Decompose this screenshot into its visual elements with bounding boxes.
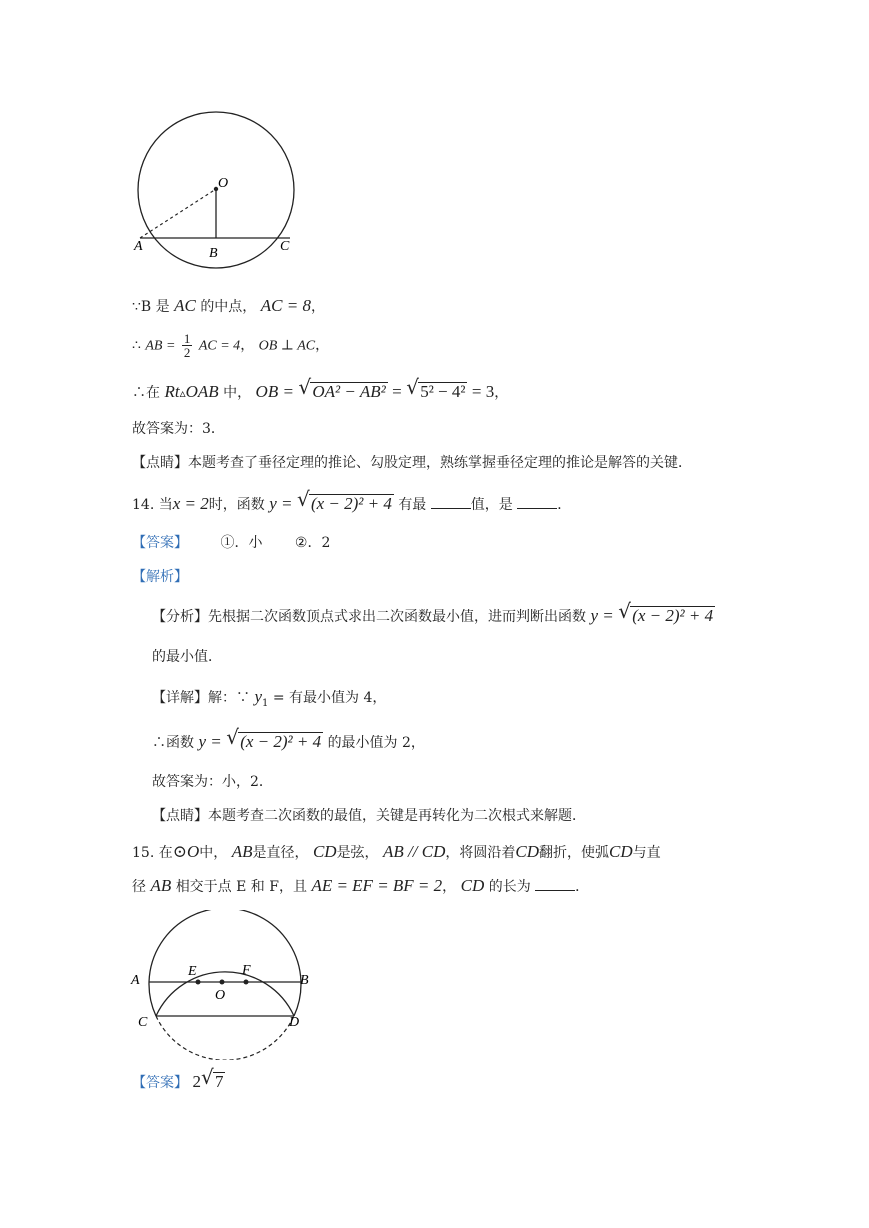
question-15-line2	[132, 876, 589, 897]
text: ，	[494, 385, 509, 401]
question-number: 15.	[132, 845, 155, 861]
text: ∴函数	[152, 735, 194, 751]
text: 解：∵	[208, 690, 250, 706]
triangle-symbol: ▵	[179, 386, 186, 400]
sqrt-7: √ 7	[213, 1072, 226, 1091]
point-f	[244, 980, 249, 985]
math-ac: AC	[174, 296, 196, 315]
jiexi-label: 【解析】	[132, 569, 188, 585]
answer-label: 【答案】	[132, 1075, 188, 1091]
sqrt-5-4: √ 5² − 4²	[418, 382, 467, 401]
sqrt-expression: √ (x − 2)² + 4	[630, 606, 715, 625]
text: 的长为	[488, 879, 531, 895]
fenxi-14	[152, 606, 715, 627]
answer-15	[132, 1072, 225, 1093]
text: ．	[575, 879, 590, 895]
text: 与直	[632, 845, 661, 861]
xiangjie-label: 【详解】	[152, 690, 208, 706]
math-y: y =	[198, 732, 222, 751]
line-ab-half	[132, 332, 329, 359]
label-o: O	[218, 176, 229, 191]
math-ob-perp: OB ⊥ AC	[258, 338, 316, 354]
circle-lower-arc-dashed	[156, 1016, 294, 1060]
fenxi-label: 【分析】	[152, 609, 208, 625]
label-a: A	[134, 239, 143, 254]
math-y: y =	[269, 494, 293, 513]
blank-1	[535, 878, 575, 891]
line-pythagoras	[132, 382, 508, 403]
fraction-half: $\frac{1}{2}$	[183, 331, 191, 360]
text: 的最小值为 2，	[327, 735, 425, 751]
text: ，	[310, 299, 325, 315]
xiangjie-14-line3: 故答案为：小，2．	[152, 774, 273, 790]
xiangjie-14: 【详解】解：∵ $y_1$ = 有最小值为 4，	[152, 687, 387, 709]
math-y1: y	[254, 687, 262, 706]
sqrt-expression: √ (x − 2)² + 4	[309, 494, 394, 513]
math-oab: OAB	[185, 382, 219, 401]
label-d: D	[289, 1015, 300, 1030]
math-cd: CD	[312, 842, 337, 861]
dianjing-13: 【点睛】本题考查了垂径定理的推论、勾股定理，熟练掌握垂径定理的推论是解答的关键．	[132, 455, 692, 471]
text: 相交于点 E 和 F，且	[175, 879, 307, 895]
text: B 是	[140, 299, 170, 315]
math-eq: =	[392, 382, 402, 401]
text: ，将圆沿着	[445, 845, 516, 861]
math-coefficient: 2	[192, 1072, 201, 1091]
text: 的中点，	[200, 299, 257, 315]
answer-label: 【答案】	[132, 535, 188, 551]
xiangjie-14-line2	[152, 732, 425, 753]
math-equalities: AE = EF = BF = 2	[311, 876, 443, 895]
label-c: C	[280, 239, 290, 254]
answer-14	[132, 533, 330, 553]
math-ac4: AC = 4	[198, 338, 241, 354]
answer-line-13: 故答案为：3．	[132, 421, 225, 437]
text: 值，是	[470, 497, 513, 513]
math-cd: CD	[515, 842, 539, 861]
math-x-eq-2: x = 2	[172, 494, 209, 513]
label-e: E	[188, 964, 197, 979]
circle-figure-1	[125, 110, 305, 270]
text: 有最	[398, 497, 427, 513]
answer-item-1: ①．小	[220, 535, 263, 551]
because-symbol: ∵	[132, 299, 141, 315]
text: 当	[158, 497, 173, 513]
math-result: = 3	[471, 382, 495, 401]
text: ，	[442, 879, 457, 895]
text: ，	[240, 337, 255, 354]
math-ob: OB =	[255, 382, 294, 401]
math-y: y =	[590, 606, 614, 625]
text: 翻折，使弧	[538, 845, 609, 861]
question-15-line1	[132, 842, 661, 863]
circle-figure-2	[128, 910, 328, 1060]
math-rt: Rt	[164, 382, 180, 401]
label-c: C	[138, 1015, 148, 1030]
blank-1	[431, 496, 471, 509]
answer-item-2: ②．2	[294, 535, 331, 551]
label-o: O	[215, 988, 226, 1003]
text: 中，	[223, 385, 252, 401]
text: = 有最小值为 4，	[272, 690, 387, 706]
segment-oa-dashed	[140, 189, 216, 238]
dianjing-14: 【点睛】本题考查二次函数的最值，关键是再转化为二次根式来解题．	[152, 808, 586, 824]
label-b: B	[300, 973, 309, 988]
line-b-midpoint	[132, 296, 325, 317]
math-circle-o: ⊙O	[172, 842, 200, 861]
sqrt-expression: √ (x − 2)² + 4	[238, 732, 323, 751]
text: ，	[315, 337, 330, 354]
question-number: 14.	[132, 497, 155, 513]
math-parallel: AB // CD	[383, 842, 446, 861]
question-14	[132, 494, 571, 515]
math-ab: AB	[231, 842, 253, 861]
text: 是弦，	[336, 845, 379, 861]
text: 在	[146, 385, 160, 401]
point-o	[220, 980, 225, 985]
math-ac-eq: AC = 8	[260, 296, 311, 315]
label-b: B	[209, 246, 218, 261]
therefore-symbol: ∴	[132, 385, 146, 401]
point-e	[196, 980, 201, 985]
text: 在	[158, 845, 173, 861]
fenxi-14-cont: 的最小值．	[152, 649, 222, 665]
math-ab: AB	[150, 876, 172, 895]
text: 时，函数	[208, 497, 265, 513]
label-a: A	[131, 973, 140, 988]
sqrt-oa-ab: √ OA² − AB²	[310, 382, 387, 401]
label-f: F	[242, 963, 251, 978]
math-cd: CD	[460, 876, 485, 895]
math-ab: AB =	[145, 338, 176, 354]
blank-2	[517, 496, 557, 509]
math-cd: CD	[608, 842, 633, 861]
therefore-symbol: ∴	[132, 337, 141, 354]
text: 中，	[199, 845, 228, 861]
text: 径	[132, 879, 146, 895]
text: 先根据二次函数顶点式求出二次函数最小值，进而判断出函数	[208, 609, 586, 625]
text: 是直径，	[252, 845, 309, 861]
text: ．	[557, 497, 572, 513]
